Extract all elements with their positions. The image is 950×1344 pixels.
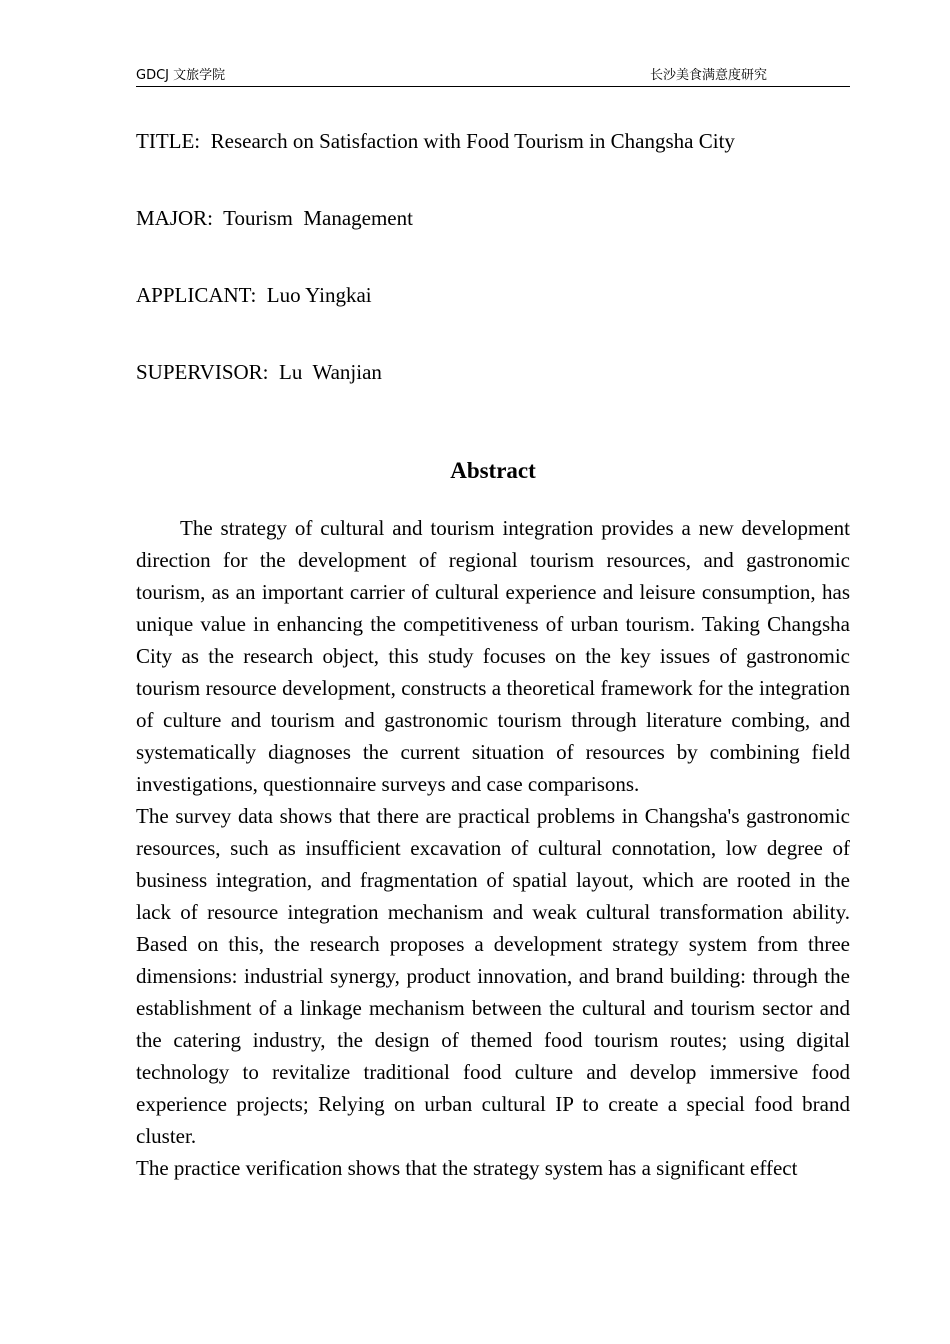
header-right-text: 长沙美食满意度研究 (650, 68, 768, 83)
applicant-line: APPLICANT: Luo Yingkai (136, 283, 372, 307)
abstract-paragraph-2: The survey data shows that there are practical problems in Changsha's gastronomic resources, such as insufficient excavation of cultural connotation, low degree of business integration, and fragmentation of spatial layout, which are rooted in the lack of resource integration mechanism and weak cultural transformation ability. Based on this, the research proposes a development strategy system from three dimensions: industrial synergy, product innovation, and brand building: through the establishment of a linkage mechanism between the cultural and tourism sector and the catering industry, the design of themed food tourism routes; using digital technology to revitalize traditional food culture and develop immersive food experience projects; Relying on urban cultural IP to create a special food brand cluster. (136, 804, 850, 1148)
thesis-title-line: TITLE: Research on Satisfaction with Food Tourism in Changsha City (136, 129, 735, 153)
header-left-text: GDCJ 文旅学院 (136, 68, 226, 83)
abstract-paragraph-3: The practice verification shows that the strategy system has a significant effect (136, 1156, 798, 1180)
major-line: MAJOR: Tourism Management (136, 206, 413, 230)
abstract-heading: Abstract (450, 458, 536, 483)
supervisor-line: SUPERVISOR: Lu Wanjian (136, 360, 382, 384)
page-header (136, 66, 850, 87)
abstract-body (136, 512, 850, 1184)
abstract-paragraph-1: The strategy of cultural and tourism integration provides a new development direction for the development of regional tourism resources, and gastronomic tourism, as an important carrier of cultural experience and leisure consumption, has unique value in enhancing the competitiveness of urban tourism. Taking Changsha City as the research object, this study focuses on the key issues of gastronomic tourism resource development, constructs a theoretical framework for the integration of culture and tourism and gastronomic tourism through literature combing, and systematically diagnoses the current situation of resources by combining field investigations, questionnaire surveys and case comparisons. (136, 516, 850, 796)
